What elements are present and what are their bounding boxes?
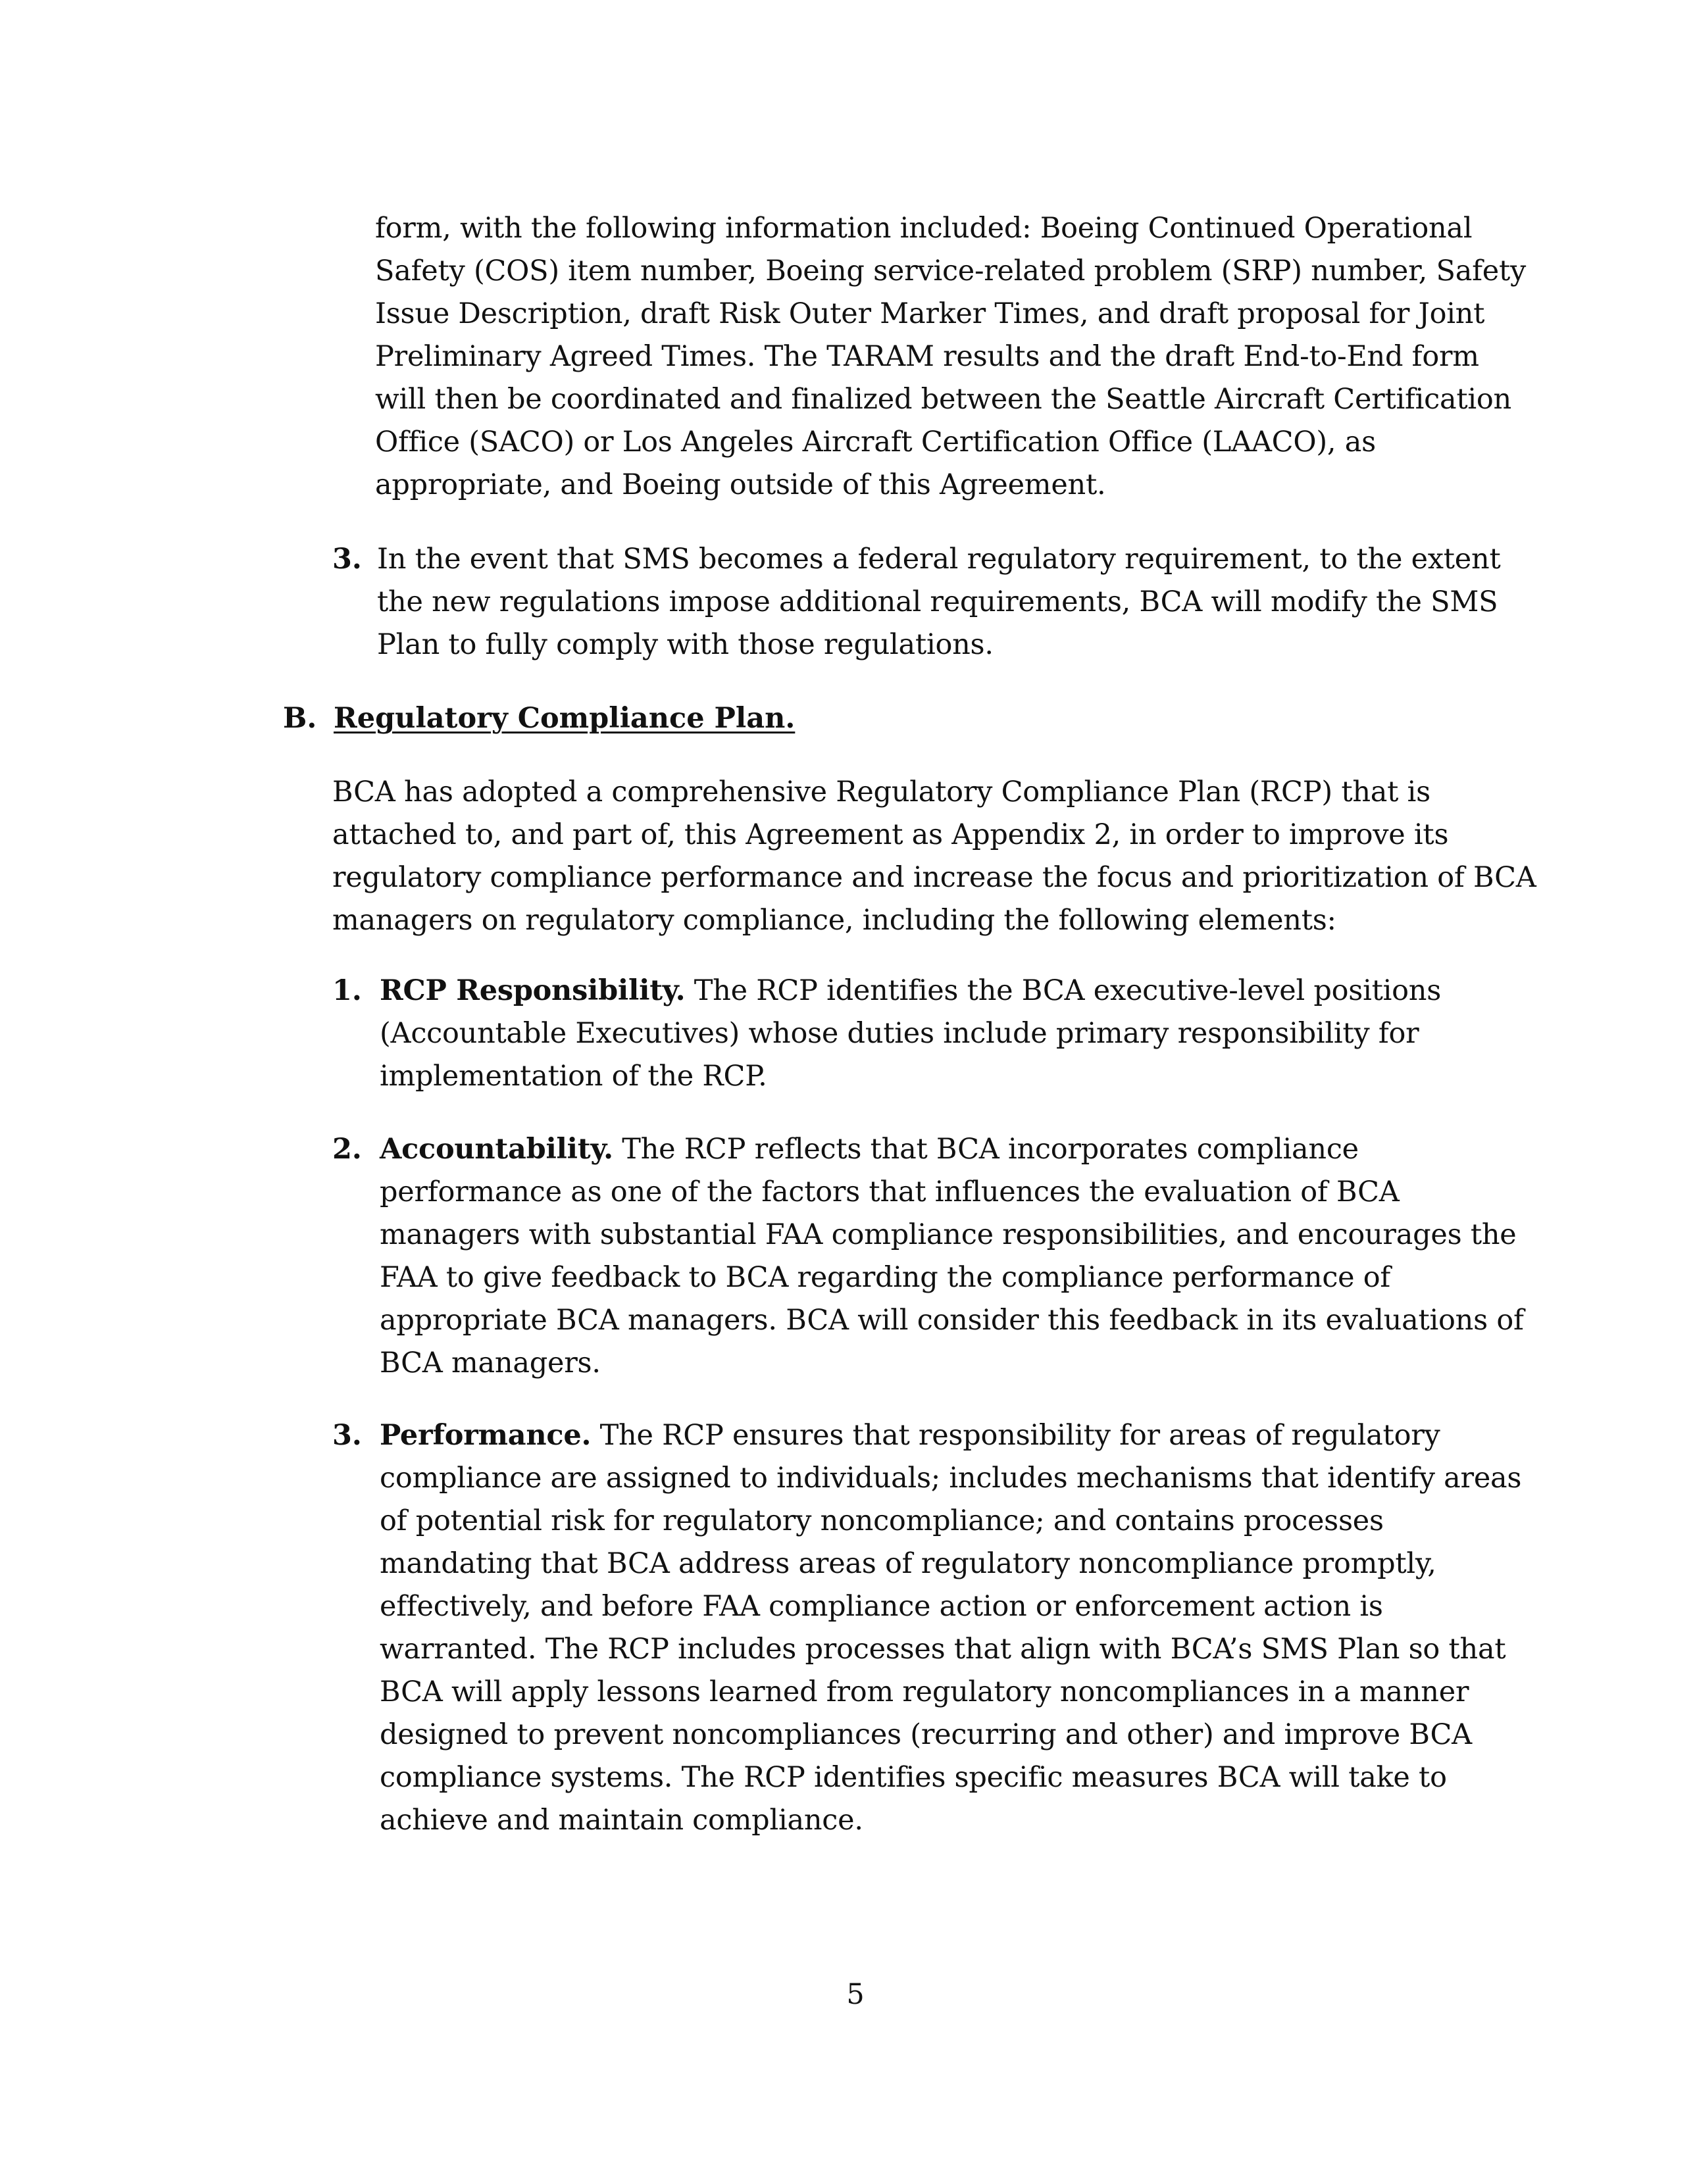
- text-line: compliance are assigned to individuals; includes mechanisms that identify areas: [380, 1462, 1522, 1495]
- continued-paragraph: [375, 207, 1527, 507]
- page-number: 5: [846, 1978, 865, 2011]
- text-line: managers on regulatory compliance, including the following elements:: [332, 904, 1336, 937]
- text-line: [380, 970, 1459, 1012]
- text-line: attached to, and part of, this Agreement as Appendix 2, in order to improve its: [332, 818, 1449, 851]
- item-heading: RCP Responsibility.: [380, 974, 686, 1007]
- text-line: appropriate, and Boeing outside of this Agreement.: [375, 468, 1106, 501]
- text-line: Office (SACO) or Los Angeles Aircraft Certification Office (LAACO), as: [375, 426, 1376, 459]
- text-line: implementation of the RCP.: [380, 1060, 767, 1093]
- item-first-line: The RCP ensures that responsibility for areas of regulatory: [591, 1419, 1440, 1452]
- text-line: regulatory compliance performance and increase the focus and prioritization of BCA: [332, 861, 1536, 894]
- text-line: BCA managers.: [380, 1347, 601, 1379]
- list-number: 1.: [332, 974, 362, 1007]
- text-line: mandating that BCA address areas of regulatory noncompliance promptly,: [380, 1547, 1436, 1580]
- list-item-sms-requirement: [377, 538, 1501, 666]
- item-heading: Accountability.: [380, 1133, 613, 1166]
- text-line: [380, 1414, 1459, 1457]
- list-number: 3.: [332, 543, 362, 576]
- text-line: Preliminary Agreed Times. The TARAM results and the draft End-to-End form: [375, 340, 1479, 373]
- text-line: Issue Description, draft Risk Outer Marker Times, and draft proposal for Joint: [375, 297, 1485, 330]
- item-first-line: The RCP identifies the BCA executive-level positions: [685, 974, 1442, 1007]
- text-line: of potential risk for regulatory noncompliance; and contains processes: [380, 1504, 1384, 1537]
- text-line: the new regulations impose additional requirements, BCA will modify the SMS: [377, 585, 1498, 618]
- list-item-accountability: [380, 1128, 1524, 1385]
- list-item-rcp-responsibility: [380, 970, 1459, 1098]
- text-line: In the event that SMS becomes a federal regulatory requirement, to the extent: [377, 543, 1501, 576]
- item-first-line: The RCP reflects that BCA incorporates compliance: [613, 1133, 1359, 1166]
- list-number: 3.: [332, 1419, 362, 1452]
- section-title: Regulatory Compliance Plan.: [334, 702, 796, 735]
- text-line: designed to prevent noncompliances (recurring and other) and improve BCA: [380, 1718, 1472, 1751]
- text-line: effectively, and before FAA compliance action or enforcement action is: [380, 1590, 1383, 1623]
- text-line: appropriate BCA managers. BCA will consider this feedback in its evaluations of: [380, 1304, 1524, 1337]
- text-line: managers with substantial FAA compliance responsibilities, and encourages the: [380, 1218, 1517, 1251]
- text-line: form, with the following information included: Boeing Continued Operational: [375, 212, 1473, 245]
- text-line: (Accountable Executives) whose duties include primary responsibility for: [380, 1017, 1419, 1050]
- list-item-performance: [380, 1414, 1522, 1842]
- text-line: Safety (COS) item number, Boeing service-related problem (SRP) number, Safety: [375, 255, 1527, 287]
- text-line: warranted. The RCP includes processes that align with BCA’s SMS Plan so that: [380, 1633, 1506, 1666]
- text-line: BCA has adopted a comprehensive Regulatory Compliance Plan (RCP) that is: [332, 776, 1430, 808]
- text-line: performance as one of the factors that influences the evaluation of BCA: [380, 1176, 1400, 1208]
- section-letter: B.: [283, 702, 317, 735]
- text-line: achieve and maintain compliance.: [380, 1804, 863, 1837]
- section-intro-paragraph: [332, 771, 1536, 942]
- text-line: compliance systems. The RCP identifies specific measures BCA will take to: [380, 1761, 1447, 1794]
- text-line: FAA to give feedback to BCA regarding the compliance performance of: [380, 1261, 1391, 1294]
- text-line: BCA will apply lessons learned from regulatory noncompliances in a manner: [380, 1675, 1469, 1708]
- text-line: Plan to fully comply with those regulations.: [377, 628, 994, 661]
- item-heading: Performance.: [380, 1419, 592, 1452]
- text-line: will then be coordinated and finalized between the Seattle Aircraft Certification: [375, 383, 1511, 416]
- text-line: [380, 1128, 1459, 1171]
- list-number: 2.: [332, 1133, 362, 1166]
